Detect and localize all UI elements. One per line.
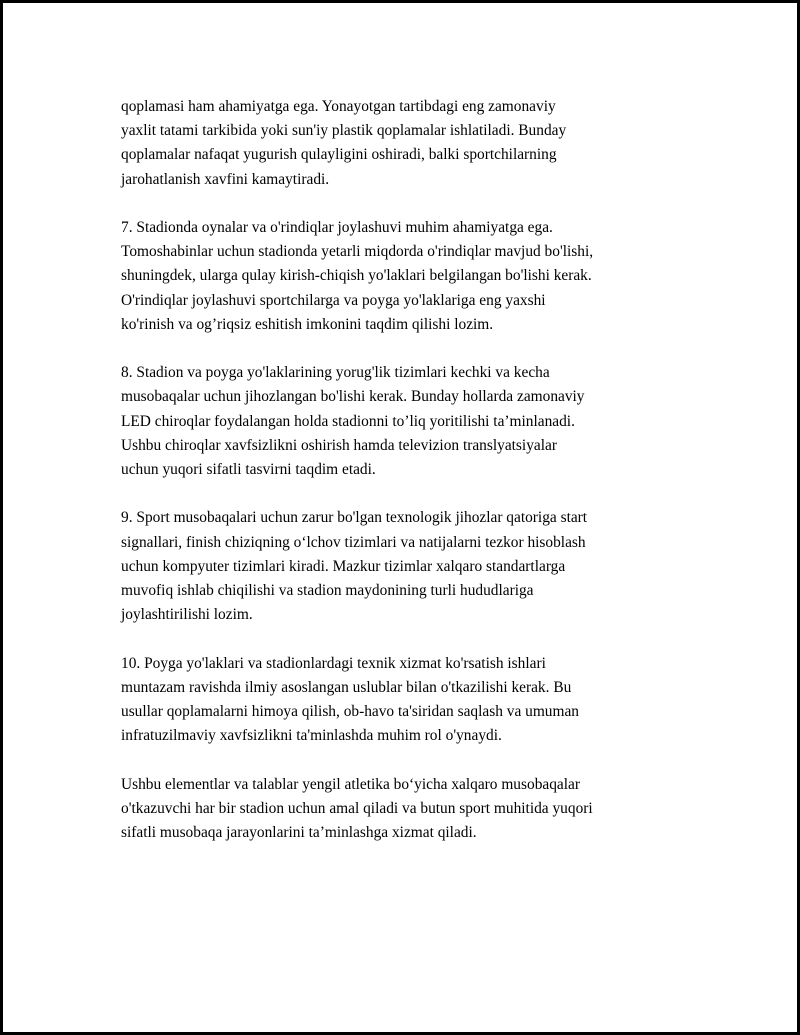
paragraph-lighting: 8. Stadion va poyga yo'laklarining yorug'lik tizimlari kechki va kecha musobaqalar uchun jihozlangan bo'lishi kerak. Bunday hollarda zamonaviy LED chiroqlar foydalangan holda stadionni to’liq yoritilishi ta’minlanadi. Ushbu chiroqlar xavfsizlikni oshirish hamda televizion translyatsiyalar uchun yuqori sifatli tasvirni taqdim etadi. (121, 364, 585, 479)
document-body (121, 95, 681, 845)
paragraph-surface-coverings: qoplamasi ham ahamiyatga ega. Yonayotgan tartibdagi eng zamonaviy yaxlit tatami tarkibida yoki sun'iy plastik qoplamalar ishlatiladi. Bunday qoplamalar nafaqat yugurish qulayligini oshiradi, balki sportchilarning jarohatlanish xavfini kamaytiradi. (121, 98, 567, 188)
paragraph-maintenance: 10. Poyga yo'laklari va stadionlardagi texnik xizmat ko'rsatish ishlari muntazam ravishda ilmiy asoslangan uslublar bilan o'tkazilishi kerak. Bu usullar qoplamalarni himoya qilish, ob-havo ta'siridan saqlash va umuman infratuzilmaviy xavfsizlikni ta'minlashda muhim rol o'ynaydi. (121, 654, 579, 745)
paragraph-conclusion: Ushbu elementlar va talablar yengil atletika bo‘yicha xalqaro musobaqalar o'tkazuvchi har bir stadion uchun amal qiladi va butun sport muhitida yuqori sifatli musobaqa jarayonlarini ta’minlashga xizmat qiladi. (121, 775, 593, 842)
paragraph-seating: 7. Stadionda oynalar va o'rindiqlar joylashuvi muhim ahamiyatga ega. Tomoshabinlar uchun stadionda yetarli miqdorda o'rindiqlar mavjud bo'lishi, shuningdek, ularga qulay kirish-chiqish yo'laklari belgilangan bo'lishi kerak. O'rindiqlar joylashuvi sportchilarga va poyga yo'laklariga eng yaxshi ko'rinish va og’riqsiz eshitish imkonini taqdim qilishi lozim. (121, 219, 594, 333)
paragraph-equipment: 9. Sport musobaqalari uchun zarur bo'lgan texnologik jihozlar qatoriga start signallari, finish chiziqning o‘lchov tizimlari va natijalarni tezkor hisoblash uchun kompyuter tizimlari kiradi. Mazkur tizimlar xalqaro standartlarga muvofiq ishlab chiqilishi va stadion maydonining turli hududlariga joylashtirilishi lozim. (121, 509, 588, 624)
